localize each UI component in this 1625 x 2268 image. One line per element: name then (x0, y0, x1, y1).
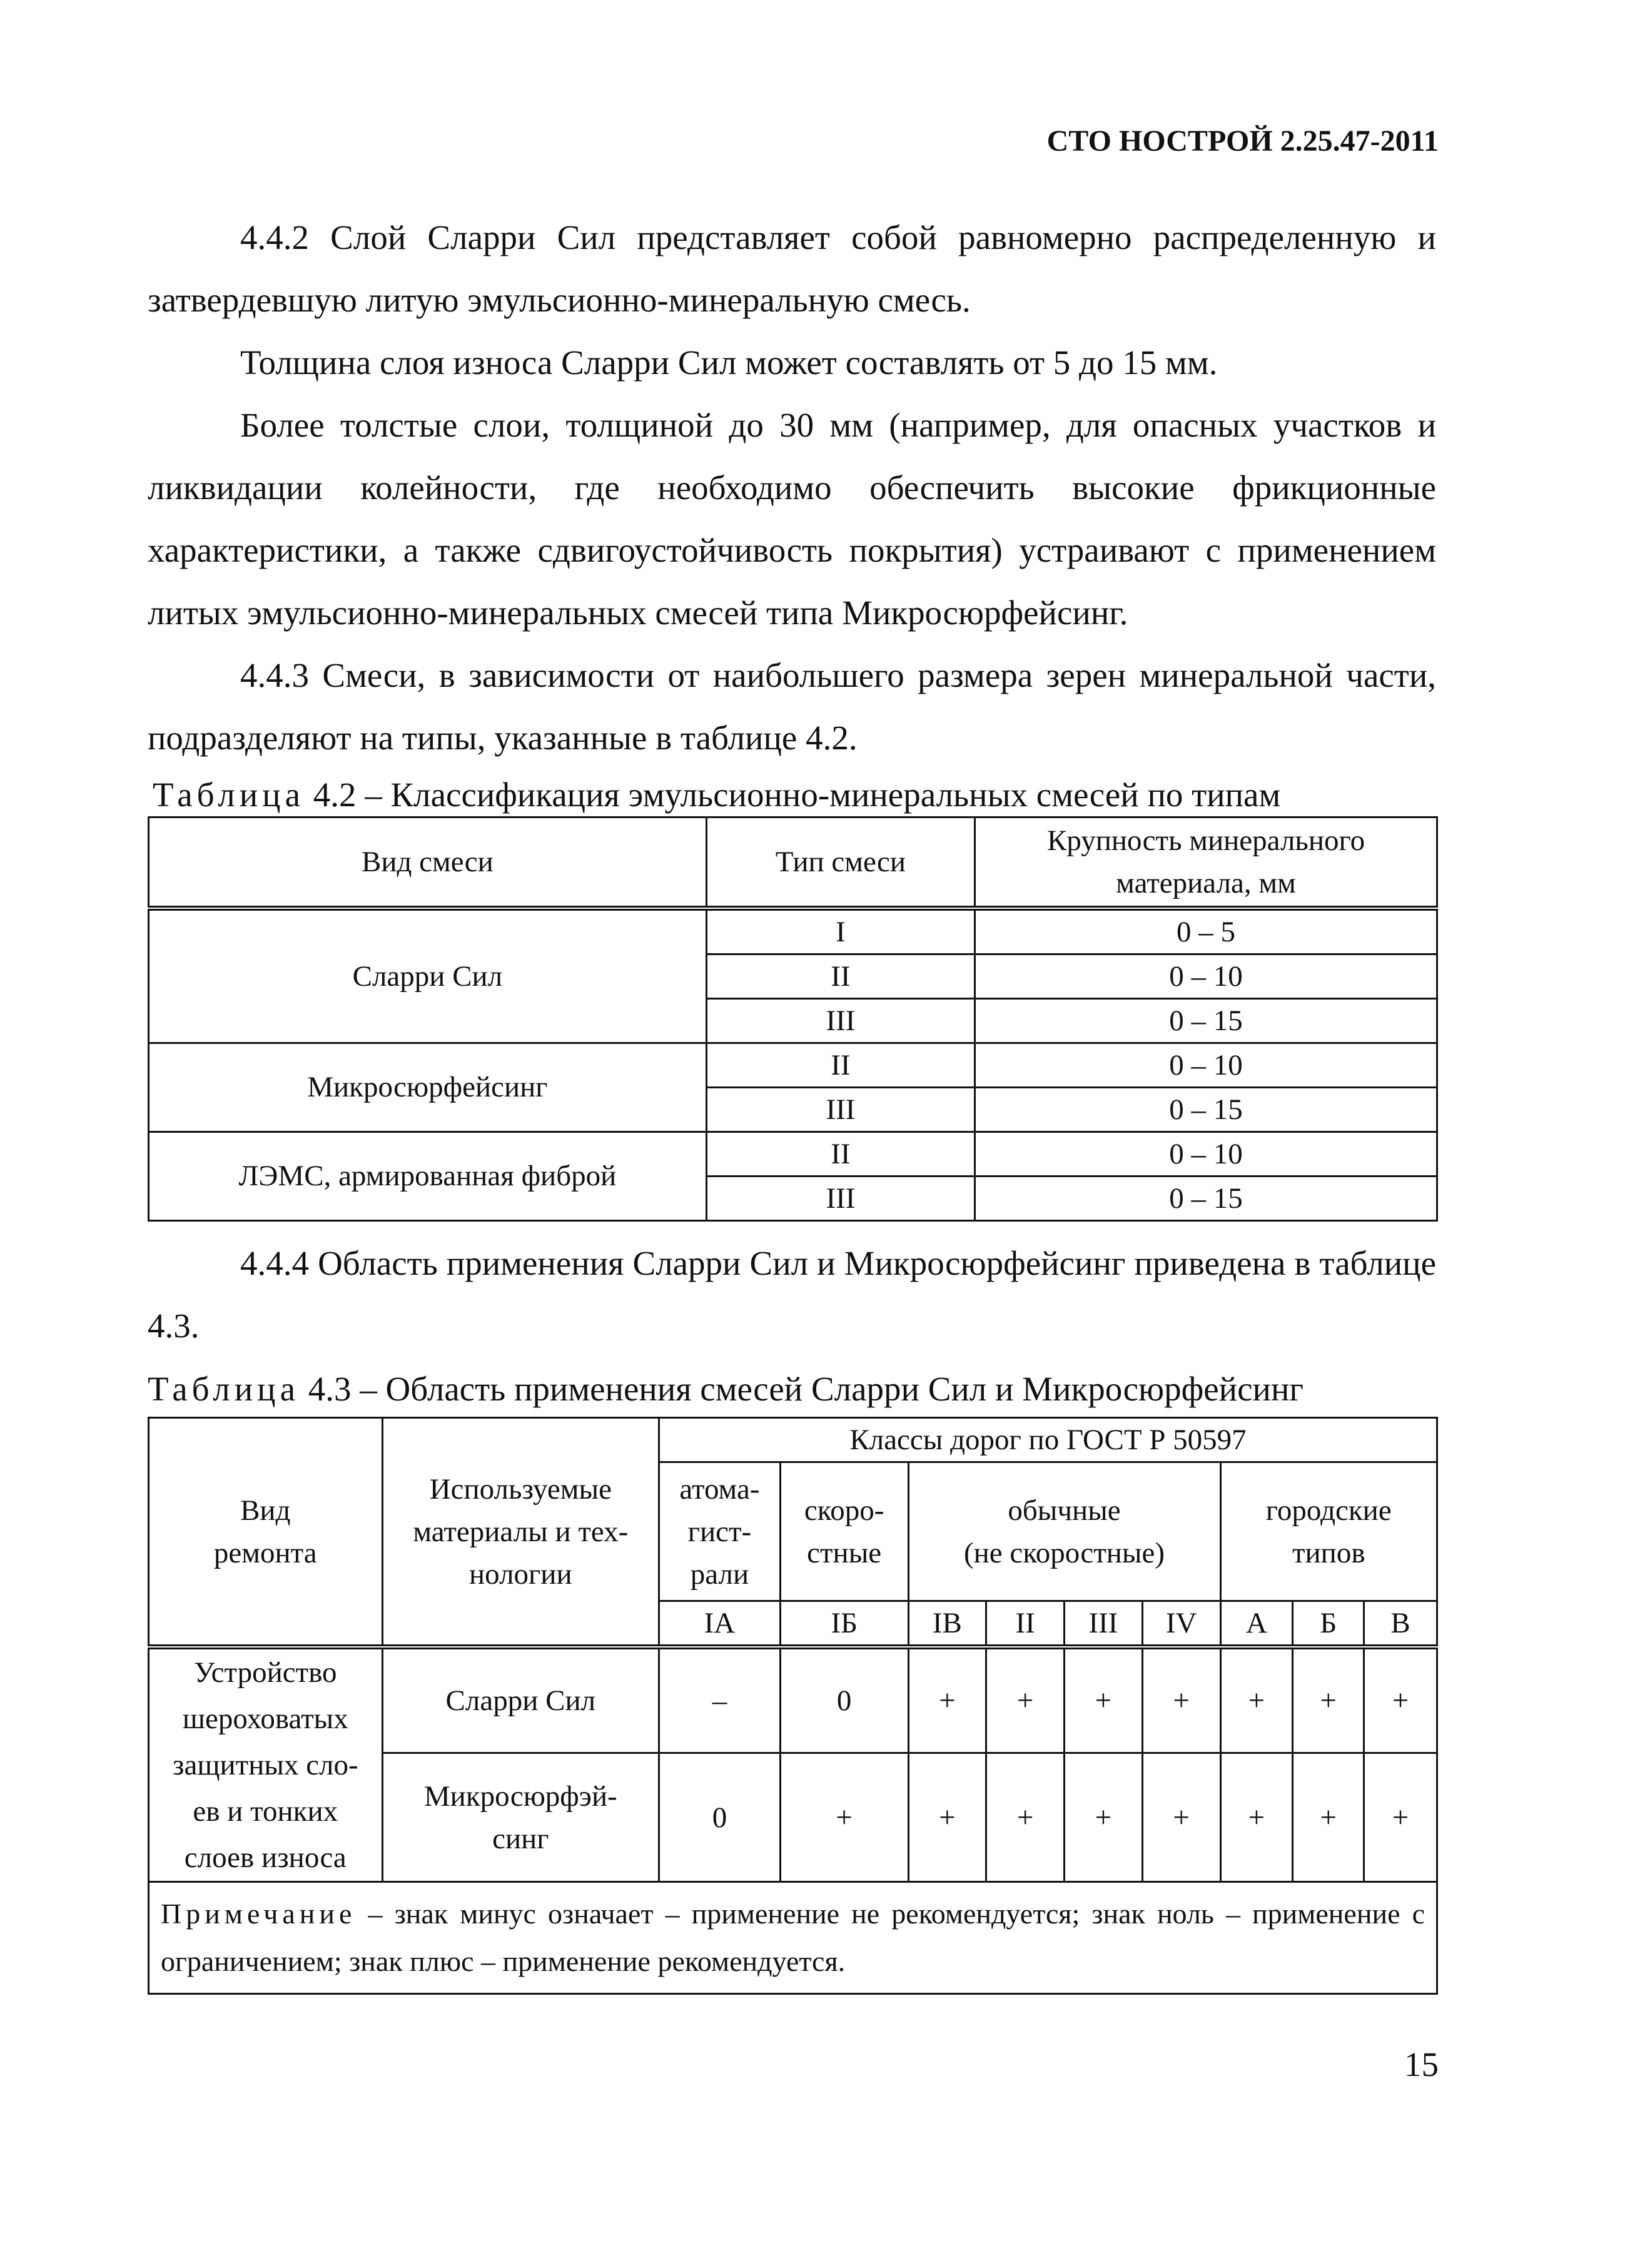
value-cell: + (1220, 1753, 1293, 1882)
header-road-classes: Классы дорог по ГОСТ Р 50597 (659, 1418, 1437, 1462)
value-cell: 0 (780, 1647, 908, 1753)
table-row (149, 1647, 1437, 1753)
mix-type-cell: I (706, 908, 974, 954)
value-cell: + (1364, 1753, 1437, 1882)
grain-size-cell: 0 – 10 (975, 1131, 1437, 1176)
value-cell: + (1293, 1753, 1364, 1882)
value-cell: + (1293, 1647, 1364, 1753)
cell-line: Микросюрфэй- (423, 1779, 617, 1813)
cell-line: слоев износа (184, 1841, 347, 1874)
paragraph-thickness (148, 332, 1436, 394)
grain-size-cell: 0 – 10 (975, 1043, 1437, 1087)
header-regular (908, 1462, 1220, 1601)
paragraph-text: 4.4.3 Смеси, в зависимости от наибольшего размера зерен минеральной части, подразделяют на типы, указанные в таблице 4.2. (148, 656, 1436, 757)
table-4-3 (148, 1417, 1438, 1995)
mix-kind-cell: Микросюрфейсинг (149, 1043, 707, 1131)
table-4-3-caption (148, 1367, 1304, 1411)
mix-kind-cell: Сларри Сил (149, 908, 707, 1043)
header-line: скоро- (804, 1494, 884, 1527)
page-number: 15 (1404, 2045, 1439, 2083)
class-code: В (1364, 1601, 1437, 1648)
table-4-2 (148, 816, 1438, 1222)
header-line: Крупность минерального (1046, 824, 1365, 857)
value-cell: + (1142, 1753, 1220, 1882)
table-note-row (149, 1882, 1437, 1994)
paragraph-4-4-4 (148, 1232, 1436, 1357)
mix-type-cell: II (706, 1131, 974, 1176)
class-code: III (1064, 1601, 1142, 1648)
mix-type-cell: II (706, 1043, 974, 1087)
header-line: ремонта (213, 1536, 317, 1569)
header-line: типов (1292, 1536, 1365, 1569)
value-cell: + (1142, 1647, 1220, 1753)
header-line: нологии (469, 1557, 572, 1591)
value-cell: 0 (659, 1753, 781, 1882)
value-cell: + (908, 1647, 986, 1753)
value-cell: + (908, 1753, 986, 1882)
header-line: стные (807, 1536, 882, 1569)
value-cell: + (1220, 1647, 1293, 1753)
header-mix-type: Тип смеси (706, 818, 974, 908)
header-express (780, 1462, 908, 1601)
header-line: (не скоростные) (963, 1536, 1165, 1569)
class-code: А (1220, 1601, 1293, 1648)
caption-text: 4.2 – Классификация эмульсионно-минеральных смесей по типам (304, 776, 1281, 814)
table-row (149, 908, 1437, 954)
note-text: – знак минус означает – применение не рекомендуется; знак ноль – применение с ограничением; знак плюс – применение рекомендуется. (161, 1898, 1425, 1977)
grain-size-cell: 0 – 10 (975, 954, 1437, 998)
header-materials (382, 1418, 659, 1648)
header-line: рали (690, 1557, 749, 1591)
cell-line: Устройство (194, 1656, 337, 1689)
value-cell: – (659, 1647, 781, 1753)
header-line: материала, мм (1116, 866, 1296, 899)
paragraph-text: Толщина слоя износа Сларри Сил может составлять от 5 до 15 мм. (240, 343, 1218, 382)
grain-size-cell: 0 – 15 (975, 998, 1437, 1043)
table-row (149, 1043, 1437, 1087)
grain-size-cell: 0 – 5 (975, 908, 1437, 954)
caption-text: 4.3 – Область применения смесей Сларри Сил и Микросюрфейсинг (299, 1370, 1304, 1408)
caption-label: Таблица (153, 776, 305, 814)
repair-kind-cell (149, 1647, 383, 1882)
header-line: Вид (240, 1494, 291, 1527)
header-line: материалы и тех- (413, 1515, 629, 1548)
class-code: IВ (908, 1601, 986, 1648)
paragraph-text: 4.4.2 Слой Сларри Сил представляет собой равномерно распределенную и затвердевшую литую эмульсионно-минеральную смесь. (148, 218, 1436, 319)
header-line: атома- (679, 1472, 760, 1506)
class-code: IБ (780, 1601, 908, 1648)
value-cell: + (1064, 1647, 1142, 1753)
note-label: Примечание (161, 1898, 357, 1930)
mix-kind-cell: ЛЭМС, армированная фиброй (149, 1131, 707, 1220)
value-cell: + (1064, 1753, 1142, 1882)
header-mix-kind: Вид смеси (149, 818, 707, 908)
paragraph-text: Более толстые слои, толщиной до 30 мм (например, для опасных участков и ликвидации колейности, где необходимо обеспечить высокие фрикционные характеристики, а также сдвигоустойчивость покрытия) устраивают с применением литых эмульсионно-минеральных смесей типа Микросюрфейсинг. (148, 406, 1436, 632)
grain-size-cell: 0 – 15 (975, 1176, 1437, 1220)
value-cell: + (780, 1753, 908, 1882)
header-grain-size (975, 818, 1437, 908)
cell-line: ев и тонких (193, 1795, 338, 1828)
document-code-header: СТО НОСТРОЙ 2.25.47-2011 (1046, 124, 1439, 158)
material-cell (382, 1647, 659, 1753)
class-code: IA (659, 1601, 781, 1648)
cell-line: защитных сло- (172, 1749, 358, 1781)
grain-size-cell: 0 – 15 (975, 1087, 1437, 1131)
header-highways (659, 1462, 781, 1601)
header-repair-kind (149, 1418, 383, 1648)
cell-line: Сларри Сил (445, 1684, 596, 1718)
header-urban (1220, 1462, 1437, 1601)
header-line: гист- (687, 1515, 752, 1548)
mix-type-cell: III (706, 1087, 974, 1131)
cell-line: шероховатых (182, 1703, 348, 1735)
mix-type-cell: III (706, 1176, 974, 1220)
paragraph-4-4-2 (148, 206, 1436, 332)
value-cell: + (1364, 1647, 1437, 1753)
class-code: Б (1293, 1601, 1364, 1648)
table-4-2-caption (153, 773, 1280, 817)
paragraph-4-4-3 (148, 644, 1436, 769)
mix-type-cell: III (706, 998, 974, 1043)
cell-line: синг (492, 1822, 549, 1855)
value-cell: + (986, 1647, 1065, 1753)
value-cell: + (986, 1753, 1065, 1882)
table-note (149, 1882, 1437, 1994)
header-line: Используемые (429, 1472, 612, 1506)
class-code: IV (1142, 1601, 1220, 1648)
class-code: II (986, 1601, 1065, 1648)
paragraph-thick-layers (148, 394, 1436, 644)
table-row (149, 1131, 1437, 1176)
material-cell (382, 1753, 659, 1882)
paragraph-text: 4.4.4 Область применения Сларри Сил и Микросюрфейсинг приведена в таблице 4.3. (148, 1244, 1436, 1345)
caption-label: Таблица (148, 1370, 300, 1408)
mix-type-cell: II (706, 954, 974, 998)
header-line: городские (1265, 1494, 1392, 1527)
header-line: обычные (1008, 1494, 1121, 1527)
